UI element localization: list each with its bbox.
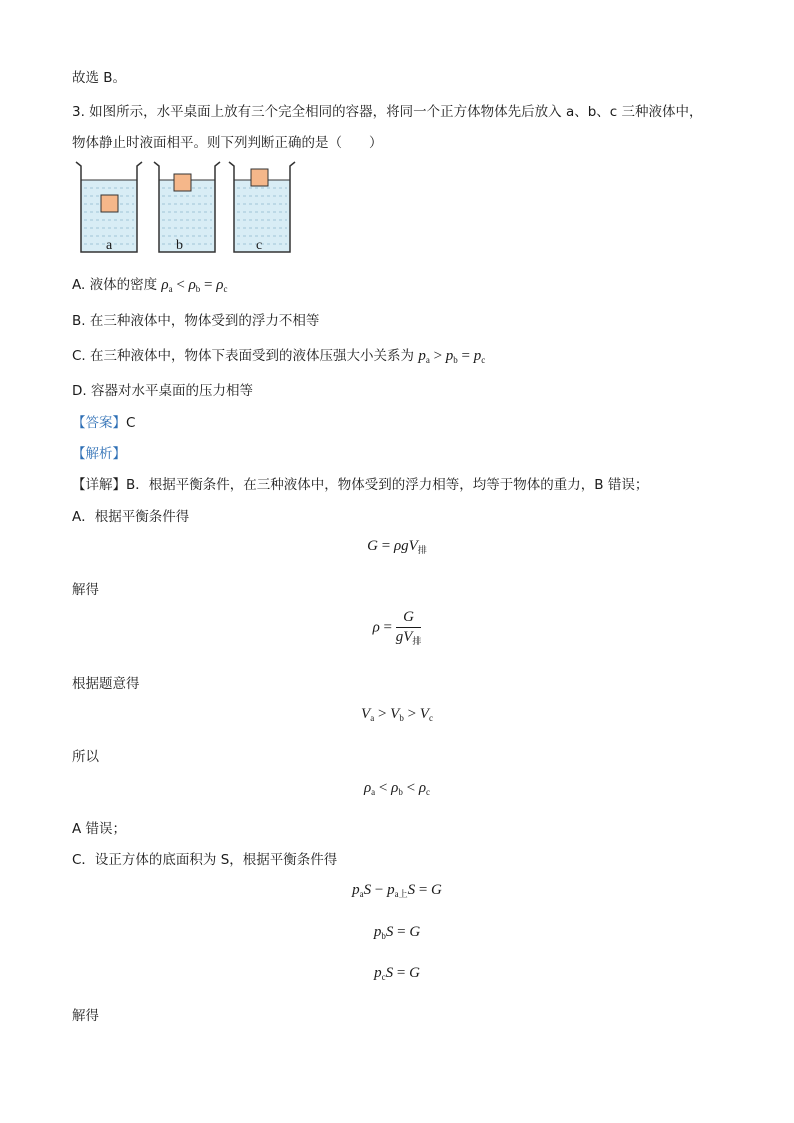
figure-label-a: a [106, 238, 113, 253]
equation-volume-order: $V_a > V_b > V_c$ [361, 706, 433, 723]
line-suoyi: 所以 [72, 749, 99, 765]
equation-pa: $p_aS - p_{a上}S = G$ [352, 882, 442, 899]
answer-line [72, 411, 135, 431]
answer-value: C [126, 415, 136, 431]
line-a-wrong: A 错误； [72, 821, 127, 837]
equation-pc: $p_cS = G$ [374, 965, 420, 982]
detail-tag: 【详解】 [72, 477, 126, 493]
line-jie-2: 解得 [72, 1008, 99, 1024]
equation-pb: $p_bS = G$ [373, 924, 421, 941]
question-text-2: 物体静止时液面相平。则下列判断正确的是（ ） [72, 135, 383, 151]
line-a-condition: A．根据平衡条件得 [72, 509, 190, 525]
option-a: A. 液体的密度 $\rho_a < \rho_b = \rho_c$ [72, 277, 228, 294]
container-b [154, 162, 220, 252]
option-c: C. 在三种液体中，物体下表面受到的液体压强大小关系为 $p_a > p_b = p_c$ [72, 348, 486, 365]
line-jie-1: 解得 [72, 582, 99, 598]
line-tiyi: 根据题意得 [72, 676, 140, 692]
figure-label-c: c [256, 238, 263, 253]
option-d: D. 容器对水平桌面的压力相等 [72, 383, 253, 399]
line-conclusion: 故选 B。 [72, 70, 127, 86]
answer-tag: 【答案】 [72, 415, 126, 431]
question-text-1: 3. 如图所示，水平桌面上放有三个完全相同的容器，将同一个正方体物体先后放入 a、b、c 三种液体中， [72, 104, 703, 120]
detail-line: 【详解】B．根据平衡条件，在三种液体中，物体受到的浮力相等，均等于物体的重力，B 错误； [72, 477, 649, 493]
equation-rho-fraction: ρ = $\frac{G}{gV_排}$ [372, 609, 422, 646]
figure-label-b: b [176, 238, 183, 253]
line-c-condition: C．设正方体的底面积为 S，根据平衡条件得 [72, 852, 338, 868]
equation-g-rho-g-v: G = ρgV$_排$ [367, 538, 427, 555]
option-b: B. 在三种液体中，物体受到的浮力不相等 [72, 313, 320, 329]
analysis-tag: 【解析】 [72, 446, 126, 462]
equation-density-order: $\rho_a < \rho_b < \rho_c$ [363, 780, 431, 797]
